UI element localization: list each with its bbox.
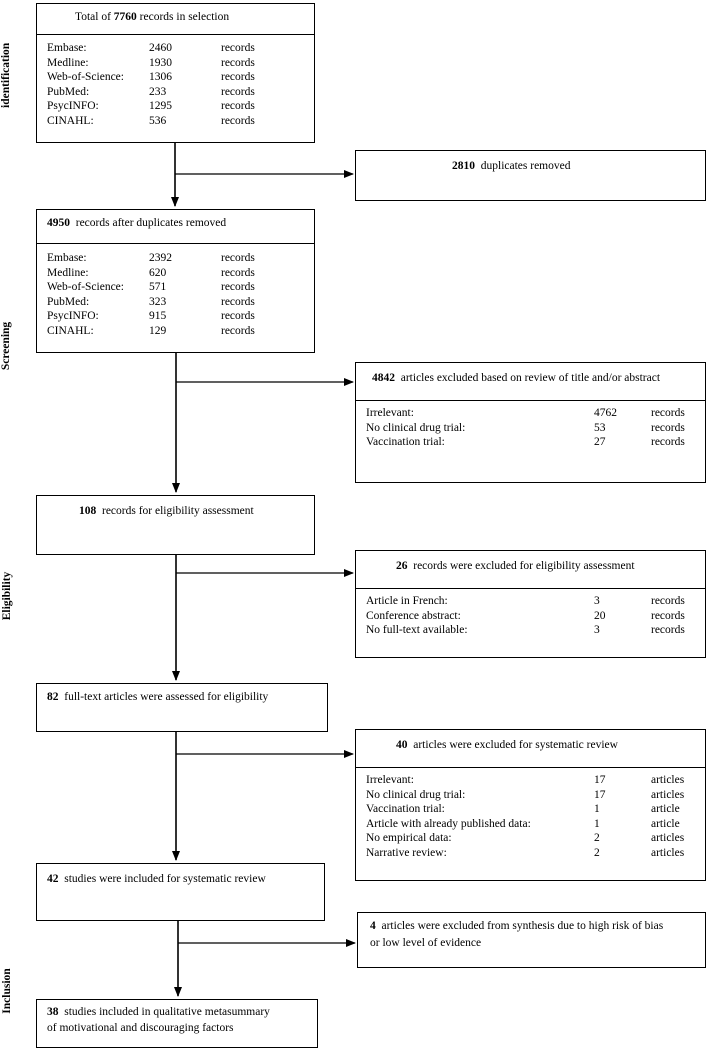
- list-row-label: Web-of-Science:: [47, 281, 124, 294]
- list-row-count: 1930: [149, 56, 172, 69]
- list-row-unit: article: [651, 803, 680, 816]
- list-row-count: 53: [594, 421, 606, 434]
- list-row-label: CINAHL:: [47, 325, 94, 337]
- final-included-box: [36, 999, 318, 1048]
- list-row-count: 1: [594, 803, 600, 816]
- list-row-count: 620: [149, 266, 167, 279]
- synthesis-exclusion-text-line2: or low level of evidence: [370, 937, 482, 949]
- list-row-unit: records: [221, 252, 255, 264]
- list-row-count: 27: [594, 436, 606, 449]
- title-abstract-exclusion-box: [355, 362, 706, 483]
- list-row-label: PsycINFO:: [47, 100, 99, 113]
- list-row-label: Conference abstract:: [366, 609, 461, 622]
- list-row-count: 3: [594, 624, 600, 637]
- included-review-text: 42 studies were included for systematic review: [47, 873, 266, 885]
- list-row-count: 17: [594, 788, 606, 801]
- fulltext-assessed-box: [36, 683, 328, 732]
- list-row-label: Medline:: [47, 56, 89, 69]
- list-row-label: CINAHL:: [47, 115, 94, 127]
- stage-label-identification: identification: [0, 42, 12, 108]
- list-row-unit: records: [221, 56, 255, 69]
- list-row-label: Article in French:: [366, 595, 448, 607]
- list-row-unit: records: [651, 407, 685, 419]
- list-row-count: 20: [594, 609, 606, 622]
- list-row-label: Article with already published data:: [366, 817, 531, 830]
- list-row-unit: records: [221, 85, 255, 98]
- total-records-box: [36, 3, 315, 143]
- list-row-unit: records: [221, 281, 255, 294]
- list-row-label: PubMed:: [47, 295, 90, 308]
- list-row-unit: records: [221, 71, 255, 84]
- list-row-unit: records: [221, 310, 255, 323]
- duplicates-removed-box: [355, 150, 706, 201]
- stage-label-screening: Screening: [0, 321, 12, 371]
- list-row-label: No clinical drug trial:: [366, 788, 466, 801]
- list-row-unit: records: [651, 595, 685, 607]
- deduplicated-records-box: [36, 209, 315, 353]
- list-row-label: Web-of-Science:: [47, 71, 124, 84]
- eligibility-exclusion-box: [355, 550, 706, 658]
- deduplicated-records-title: 4950 records after duplicates removed: [47, 217, 227, 229]
- list-row-unit: records: [651, 436, 685, 449]
- list-row-count: 571: [149, 281, 167, 294]
- list-row-count: 233: [149, 85, 167, 98]
- list-row-label: Narrative review:: [366, 847, 447, 859]
- list-row-count: 17: [594, 774, 606, 786]
- list-row-count: 2: [594, 847, 600, 859]
- review-exclusion-text: 40 articles were excluded for systematic review: [396, 739, 618, 751]
- list-row-count: 323: [149, 295, 167, 308]
- list-row-count: 1295: [149, 100, 172, 113]
- total-records-title: Total of 7760 records in selection: [75, 11, 230, 23]
- list-row-count: 1: [594, 817, 600, 830]
- total-records-count: 7760: [113, 11, 137, 23]
- list-row-label: Vaccination trial:: [366, 803, 445, 816]
- list-row-label: PubMed:: [47, 85, 90, 98]
- title-abstract-exclusion-text: 4842 articles excluded based on review of title and/or abstract: [372, 372, 661, 384]
- included-review-box: [36, 863, 325, 921]
- list-row-label: No full-text available:: [366, 624, 468, 637]
- review-exclusion-box: [355, 729, 706, 881]
- list-row-label: Irrelevant:: [366, 774, 414, 786]
- list-row-label: Embase:: [47, 252, 87, 264]
- stage-label-inclusion: Inclusion: [1, 968, 13, 1014]
- list-row-count: 915: [149, 310, 167, 323]
- list-row-unit: records: [651, 421, 685, 434]
- fulltext-assessed-text: 82 full-text articles were assessed for eligibility: [47, 691, 269, 703]
- list-row-unit: records: [221, 325, 255, 337]
- synthesis-exclusion-box: [357, 912, 706, 968]
- list-row-unit: records: [651, 609, 685, 622]
- list-row-count: 2392: [149, 252, 172, 264]
- list-row-unit: records: [221, 295, 255, 308]
- eligibility-assessment-text: 108 records for eligibility assessment: [79, 505, 254, 517]
- final-included-text: 38 studies included in qualitative metasummary: [47, 1006, 270, 1018]
- list-row-unit: records: [221, 100, 255, 113]
- list-row-unit: articles: [651, 788, 685, 801]
- final-included-text-line2: of motivational and discouraging factors: [47, 1022, 234, 1034]
- list-row-unit: articles: [651, 847, 685, 859]
- list-row-unit: articles: [651, 832, 685, 845]
- list-row-label: PsycINFO:: [47, 310, 99, 323]
- eligibility-assessment-box: [36, 495, 315, 555]
- synthesis-exclusion-text: 4 articles were excluded from synthesis due to high risk of bias: [370, 920, 664, 932]
- list-row-unit: records: [221, 42, 255, 54]
- list-row-count: 4762: [594, 407, 617, 419]
- list-row-count: 2460: [149, 42, 172, 54]
- duplicates-removed-text: 2810 duplicates removed: [452, 160, 571, 172]
- list-row-count: 1306: [149, 71, 172, 84]
- list-row-label: No clinical drug trial:: [366, 421, 466, 434]
- list-row-unit: records: [651, 624, 685, 637]
- eligibility-exclusion-text: 26 records were excluded for eligibility assessment: [396, 560, 635, 572]
- list-row-count: 2: [594, 832, 600, 845]
- list-row-label: Embase:: [47, 42, 87, 54]
- list-row-unit: records: [221, 266, 255, 279]
- list-row-unit: article: [651, 817, 680, 830]
- list-row-count: 536: [149, 115, 167, 127]
- stage-label-eligibility: Eligibility: [1, 571, 13, 621]
- list-row-unit: articles: [651, 774, 685, 786]
- list-row-label: Vaccination trial:: [366, 436, 445, 449]
- list-row-unit: records: [221, 115, 255, 127]
- list-row-label: Irrelevant:: [366, 407, 414, 419]
- list-row-label: No empirical data:: [366, 832, 452, 845]
- list-row-count: 129: [149, 325, 167, 337]
- list-row-count: 3: [594, 595, 600, 607]
- list-row-label: Medline:: [47, 266, 89, 279]
